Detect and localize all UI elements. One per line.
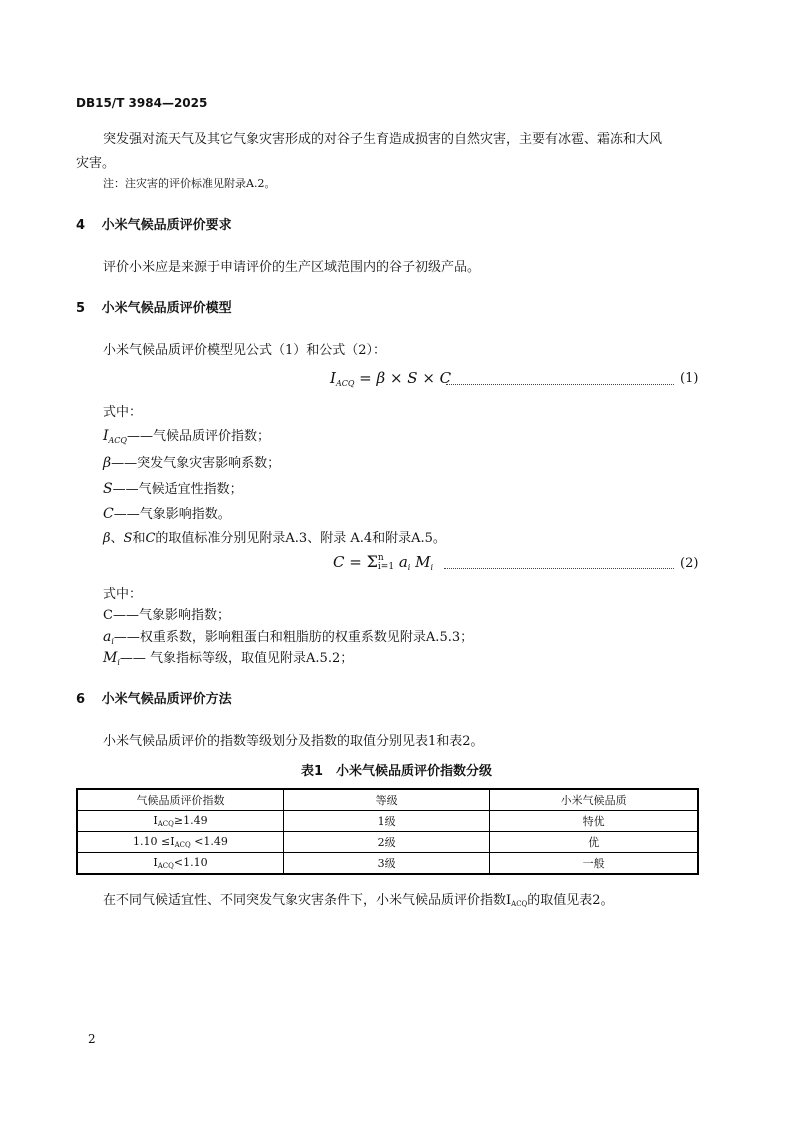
formula-1: $I_{ACQ} = \beta \times S \times C$ bbox=[330, 369, 452, 388]
table-row bbox=[77, 853, 698, 875]
section-4-paragraph: 评价小米应是来源于申请评价的生产区域范围内的谷子初级产品。 bbox=[103, 260, 481, 275]
table-cell-index: 1.10 ≤IACQ <1.49 bbox=[77, 832, 283, 853]
definition-c-2: C——气象影响指数； bbox=[103, 608, 230, 623]
table-row bbox=[77, 811, 698, 832]
formula-2: C = Σ n i=1 $a_i$ $M_i$ bbox=[333, 552, 434, 572]
formula-1-leader-dots bbox=[446, 384, 674, 385]
table-cell-grade: 1级 bbox=[283, 811, 489, 832]
section-4-title: 小米气候品质评价要求 bbox=[101, 218, 232, 233]
section-4-number: 4 bbox=[76, 218, 86, 233]
formula-2-leader-dots bbox=[444, 568, 674, 569]
section-6-number: 6 bbox=[76, 692, 86, 707]
intro-note: 注：注灾害的评价标准见附录A.2。 bbox=[103, 177, 276, 190]
section-6-title: 小米气候品质评价方法 bbox=[101, 692, 232, 707]
document-code: DB15/T 3984—2025 bbox=[76, 96, 208, 110]
table-header-grade: 等级 bbox=[283, 789, 489, 811]
table-1-caption: 表1 小米气候品质评价指数分级 bbox=[300, 764, 493, 779]
table-header-row bbox=[77, 789, 698, 811]
section-6-paragraph: 小米气候品质评价的指数等级划分及指数的取值分别见表1和表2。 bbox=[103, 734, 484, 749]
definition-s: S——气候适宜性指数； bbox=[103, 481, 243, 497]
section-5-number: 5 bbox=[76, 301, 86, 316]
definition-iacq: $I_{ACQ}——$气候品质评价指数； bbox=[103, 428, 271, 445]
grade-table bbox=[76, 788, 699, 875]
table-cell-quality: 特优 bbox=[490, 811, 698, 832]
table-cell-grade: 3级 bbox=[283, 853, 489, 875]
section-4-heading bbox=[76, 214, 232, 233]
definition-mi: $M_i——$ 气象指标等级，取值见附录A.5.2； bbox=[103, 650, 354, 667]
definition-c: C——气象影响指数。 bbox=[103, 506, 231, 522]
intro-line-2: 灾害。 bbox=[76, 156, 116, 171]
table-cell-quality: 优 bbox=[490, 832, 698, 853]
table-cell-index: IACQ<1.10 bbox=[77, 853, 283, 875]
table-cell-quality: 一般 bbox=[490, 853, 698, 875]
page-number: 2 bbox=[88, 1032, 96, 1046]
table-cell-grade: 2级 bbox=[283, 832, 489, 853]
section-5-paragraph: 小米气候品质评价模型见公式（1）和公式（2）： bbox=[103, 343, 387, 358]
formula-2-number: (2) bbox=[680, 556, 699, 571]
where-label-1: 式中： bbox=[103, 405, 143, 420]
table-cell-index: IACQ≥1.49 bbox=[77, 811, 283, 832]
after-table-paragraph: 在不同气候适宜性、不同突发气象灾害条件下，小米气候品质评价指数IACQ的取值见表2。 bbox=[103, 893, 614, 908]
reference-line: β、S和C的取值标准分别见附录A.3、附录 A.4和附录A.5。 bbox=[103, 531, 446, 546]
formula-1-number: (1) bbox=[680, 371, 699, 386]
where-label-2: 式中： bbox=[103, 587, 143, 602]
section-5-title: 小米气候品质评价模型 bbox=[101, 301, 232, 316]
definition-beta: β——突发气象灾害影响系数； bbox=[103, 455, 281, 471]
table-header-quality: 小米气候品质 bbox=[490, 789, 698, 811]
section-5-heading bbox=[76, 297, 232, 316]
table-row bbox=[77, 832, 698, 853]
intro-line-1: 突发强对流天气及其它气象灾害形成的对谷子生育造成损害的自然灾害，主要有冰雹、霜冻和大风 bbox=[103, 132, 663, 147]
definition-ai: $a_i——$权重系数，影响粗蛋白和粗脂肪的权重系数见附录A.5.3； bbox=[103, 629, 474, 646]
table-header-index: 气候品质评价指数 bbox=[77, 789, 283, 811]
section-6-heading bbox=[76, 688, 232, 707]
